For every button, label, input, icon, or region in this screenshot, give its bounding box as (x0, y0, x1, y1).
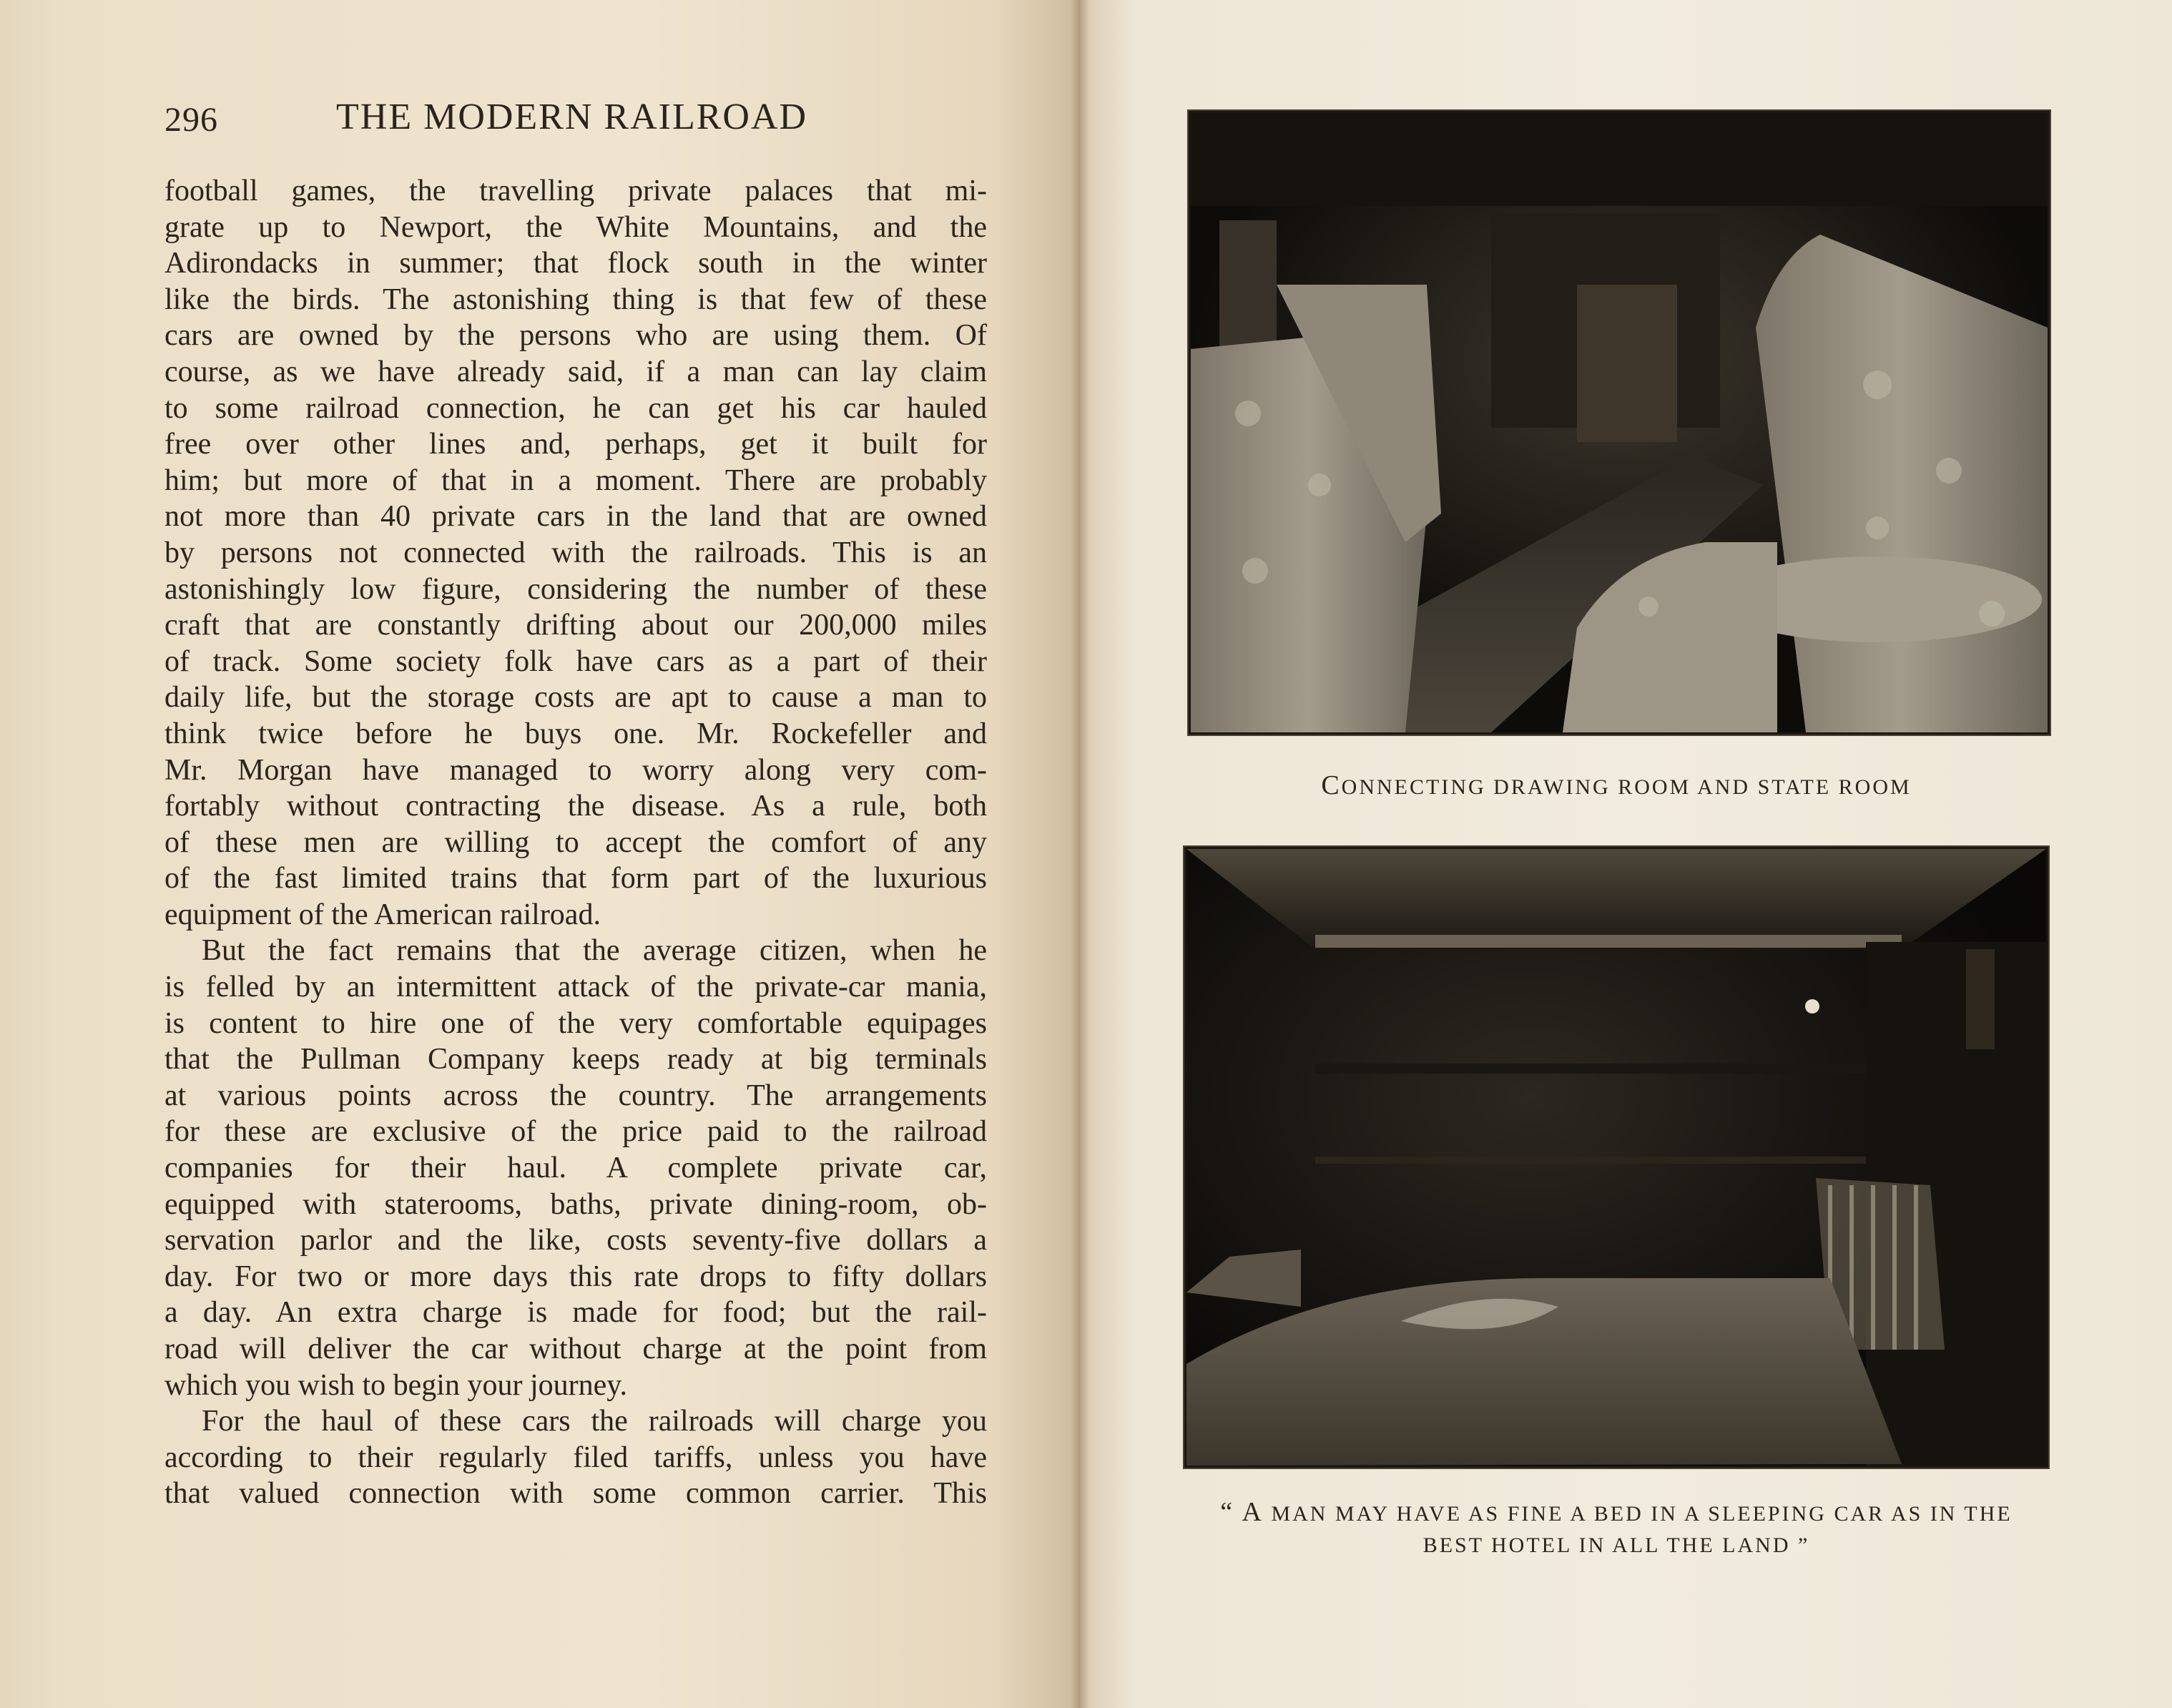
drawing-room-photo (1189, 111, 2050, 735)
page-number: 296 (164, 101, 218, 139)
text-line: cars are owned by the persons who are using them. Of (164, 319, 987, 353)
text-line: to some railroad connection, he can get his car hauled (164, 391, 987, 425)
photo-caption (1216, 770, 2017, 801)
text-line: by persons not connected with the railroads. This is an (164, 536, 987, 569)
text-line: day. For two or more days this rate drops to fifty dollars (164, 1260, 987, 1293)
text-line: daily life, but the storage costs are apt to cause a man to (164, 681, 987, 715)
paragraph-start: For the haul of these cars the railroads will charge you (202, 1405, 987, 1438)
text-line: companies for their haul. A complete private car, (164, 1152, 987, 1185)
caption-text: MAN MAY HAVE AS FINE A BED IN A SLEEPING CAR AS IN THE (1263, 1502, 2013, 1526)
text-line: free over other lines and, perhaps, get it built for (164, 428, 987, 461)
caption-line (1173, 1496, 2060, 1530)
text-line: of these men are willing to accept the comfort of any (164, 825, 987, 859)
caption-initial: C (1321, 770, 1342, 800)
text-line: a day. An extra charge is made for food; but the rail- (164, 1296, 987, 1330)
text-line: that the Pullman Company keeps ready at big terminals (164, 1043, 987, 1076)
text-line: like the birds. The astonishing thing is that few of these (164, 283, 987, 316)
text-line: think twice before he buys one. Mr. Rockefeller and (164, 717, 987, 750)
text-line: is felled by an intermittent attack of the private-car mania, (164, 971, 987, 1004)
text-line: for these are exclusive of the price paid to the railroad (164, 1115, 987, 1149)
text-line: equipped with staterooms, baths, private dining-room, ob- (164, 1187, 987, 1221)
text-line: fortably without contracting the disease. As a rule, both (164, 790, 987, 823)
caption-initial: “ A (1220, 1497, 1264, 1527)
book-gutter (1070, 0, 1090, 1708)
paragraph-start: But the fact remains that the average citizen, when he (202, 934, 987, 968)
text-line: astonishingly low figure, considering the number of these (164, 572, 987, 606)
text-line: according to their regularly filed tariffs, unless you have (164, 1440, 987, 1474)
photo-caption (1173, 1496, 2060, 1561)
caption-line: BEST HOTEL IN ALL THE LAND ” (1422, 1533, 1810, 1557)
text-line: course, as we have already said, if a man can lay claim (164, 355, 987, 388)
text-line: which you wish to begin your journey. (164, 1368, 628, 1402)
body-text (164, 173, 987, 1512)
text-line: servation parlor and the like, costs seventy-five dollars a (164, 1224, 987, 1257)
text-line: is content to hire one of the very comfortable equipages (164, 1006, 987, 1040)
text-line: that valued connection with some common carrier. This (164, 1477, 987, 1511)
state-room-bed-photo (1184, 847, 2048, 1468)
text-line: football games, the travelling private palaces that mi- (164, 175, 987, 207)
book-title: THE MODERN RAILROAD (336, 97, 808, 137)
text-line: grate up to Newport, the White Mountains, and the (164, 210, 987, 244)
text-line: him; but more of that in a moment. There are probably (164, 463, 987, 497)
text-line: equipment of the American railroad. (164, 898, 601, 931)
caption-text: ONNECTING DRAWING ROOM AND STATE ROOM (1341, 775, 1912, 799)
text-line: not more than 40 private cars in the land that are owned (164, 500, 987, 534)
running-head (164, 97, 987, 157)
drawing-room-illustration (1191, 113, 2048, 732)
text-line: of the fast limited trains that form part of the luxurious (164, 862, 987, 895)
text-line: of track. Some society folk have cars as a part of their (164, 644, 987, 678)
state-room-illustration (1186, 849, 2046, 1466)
text-line: craft that are constantly drifting about our 200,000 miles (164, 609, 987, 642)
text-line: Adirondacks in summer; that flock south in the winter (164, 247, 987, 280)
text-line: at various points across the country. The arrangements (164, 1079, 987, 1112)
text-line: road will deliver the car without charge at the point from (164, 1332, 987, 1365)
text-line: Mr. Morgan have managed to worry along very com- (164, 753, 987, 787)
